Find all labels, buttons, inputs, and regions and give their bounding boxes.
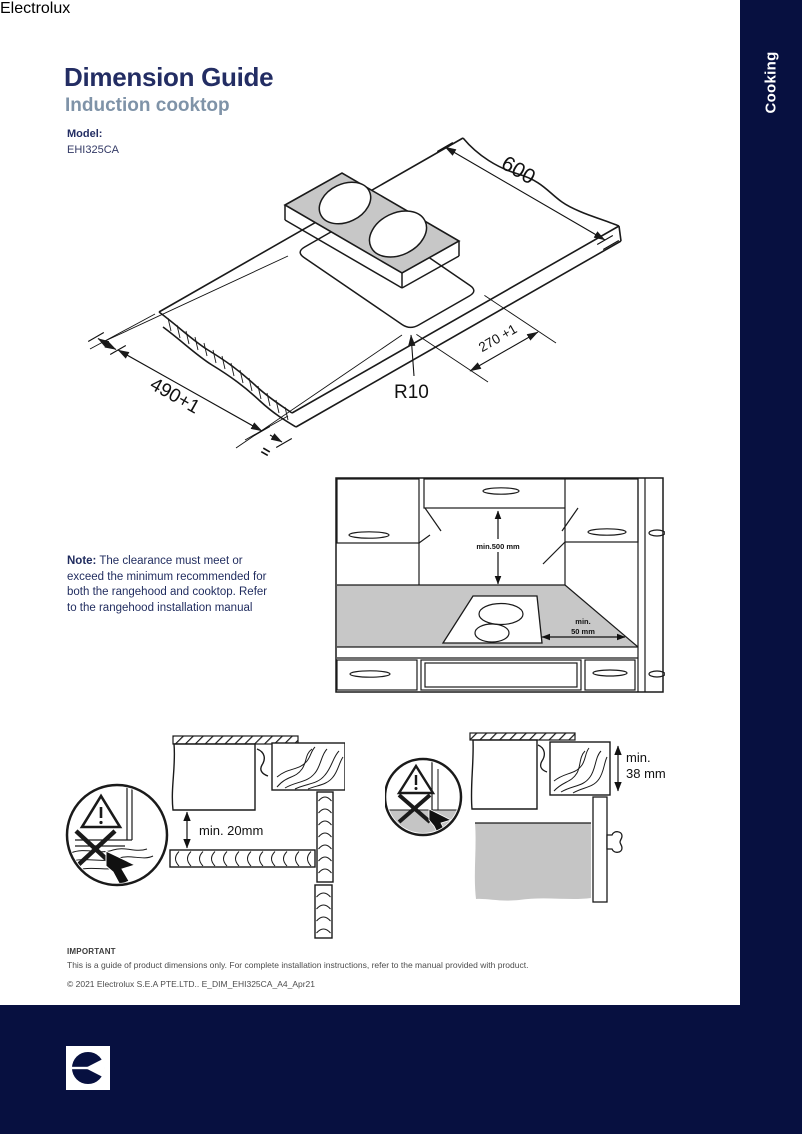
note-line4: to the rangehood installation manual (67, 601, 253, 614)
page-subtitle: Induction cooktop (65, 95, 230, 116)
electrolux-logo-icon (66, 1046, 110, 1090)
min-gap-shelf-diagram (55, 725, 345, 945)
note-label: Note: (67, 555, 97, 567)
dim-equal-mark: = (257, 442, 274, 462)
cutout-dimension-diagram (60, 130, 645, 465)
important-text: This is a guide of product dimensions only. For complete installation instructions, refer to the manual provided with product. (67, 960, 529, 970)
dim-cutout-depth-label: 490+1 (146, 373, 204, 419)
note-line2: exceed the minimum recommended for (67, 570, 267, 583)
drawer-knob (607, 832, 622, 853)
model-label: Model: (67, 128, 103, 140)
hood-clearance-diagram (335, 477, 665, 694)
electrolux-wordmark: Electrolux (0, 0, 71, 17)
hood-clearance-label: min.500 mm (476, 542, 520, 551)
side-clearance-label-2: 50 mm (571, 627, 595, 636)
drawer-body (475, 823, 591, 901)
note-line3: both the rangehood and cooktop. Refer (67, 586, 268, 598)
gap-label-1: min. (626, 750, 651, 765)
cross-section (470, 733, 622, 902)
countertop-outline (159, 138, 621, 427)
note-line1: The clearance must meet or (99, 555, 243, 567)
model-value: EHI325CA (67, 144, 119, 156)
category-side-strip (740, 0, 802, 1134)
side-clearance-label-1: min. (575, 617, 591, 626)
cursor-arrow-icon (106, 851, 135, 885)
cooking-tab-label: Cooking (762, 51, 780, 114)
min-gap-drawer-diagram (385, 725, 680, 925)
copyright-text: © 2021 Electrolux S.E.A PTE.LTD.. E_DIM_EHI325CA_A4_Apr21 (67, 979, 316, 989)
tab-cooking (740, 0, 802, 165)
cooktop-body (285, 173, 459, 288)
important-label: IMPORTANT (67, 947, 116, 956)
page-title: Dimension Guide (64, 62, 274, 92)
dim-counter-width-label: 600 (497, 151, 540, 190)
gap-label: min. 20mm (199, 823, 264, 838)
clearance-note (67, 554, 367, 616)
dim-cutout-width-label: 270 +1 (475, 321, 520, 356)
footer-bar (0, 1005, 802, 1134)
gap-label-2: 38 mm (626, 766, 666, 781)
dim-corner-radius-label: R10 (394, 382, 429, 403)
